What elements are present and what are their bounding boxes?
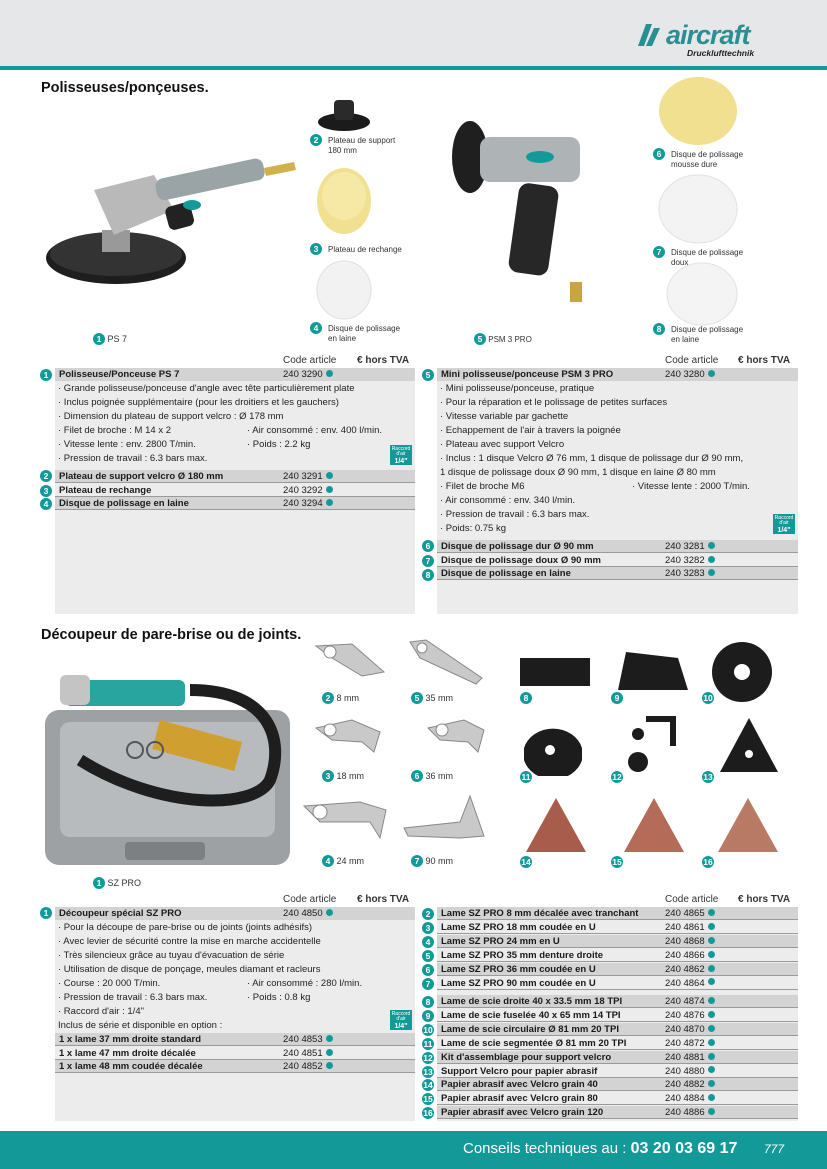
product-code — [665, 554, 715, 567]
arrow-icon[interactable] — [708, 370, 715, 377]
bullet: · Course : 20 000 T/min. — [58, 978, 161, 989]
replacement-plate-image — [316, 166, 372, 236]
row-number: 4 — [422, 936, 434, 948]
air-fitting-badge — [390, 1010, 412, 1030]
row-number: 4 — [40, 498, 52, 510]
bullet: · Vitesse variable par gachette — [440, 411, 569, 422]
product-code — [283, 1033, 333, 1046]
bullet: · Air consommé : env. 340 l/min. — [440, 495, 575, 506]
code-value: 240 4868 — [665, 935, 705, 947]
caption-number: 5 — [474, 333, 486, 345]
caption-text: 35 mm — [425, 693, 454, 703]
product-code — [665, 1092, 715, 1105]
arrow-icon[interactable] — [708, 1108, 715, 1115]
product-code — [665, 963, 715, 976]
caption-number: 10 — [703, 693, 713, 703]
brand-tagline: Drucklufttechnik — [687, 48, 755, 58]
bullet: · Grande polisseuse/ponceuse d'angle avec tête particulièrement plate — [58, 383, 355, 394]
caption-blade-35 — [411, 692, 453, 704]
page-footer — [0, 1131, 827, 1169]
product-code — [665, 1023, 715, 1036]
bullet: · Dimension du plateau de support velcro : Ø 178 mm — [58, 411, 284, 422]
badge-small: Raccord d'air — [391, 1011, 411, 1022]
product-code — [283, 1047, 333, 1060]
caption-number: 9 — [611, 692, 623, 704]
table-row — [437, 921, 798, 934]
saw-blade-tapered-image — [618, 650, 690, 694]
caption-text: SZ PRO — [107, 878, 142, 888]
code-value: 240 3281 — [665, 541, 705, 552]
caption-text: PSM 3 PRO — [488, 335, 532, 344]
caption-blade-18 — [322, 770, 364, 782]
code-value: 240 4865 — [665, 908, 705, 919]
code-value: 240 4881 — [665, 1051, 705, 1063]
caption-number: 15 — [612, 857, 622, 867]
caption-text: PS 7 — [107, 334, 128, 344]
table-row — [55, 1047, 415, 1060]
row-number: 14 — [423, 1080, 433, 1091]
row-number: 8 — [422, 996, 434, 1008]
product-code — [665, 1037, 715, 1050]
code-value: 240 3283 — [665, 568, 705, 579]
table-row — [437, 1051, 798, 1064]
product-title: 1 x lame 48 mm coudée décalée — [59, 1061, 203, 1072]
badge-big: 1/4" — [394, 458, 408, 465]
caption-text: Disque de polissage mousse dure — [671, 150, 744, 169]
product-code — [665, 567, 715, 580]
row-number: 6 — [422, 964, 434, 976]
bullet: · Air consommé : 280 l/min. — [247, 978, 363, 989]
product-title: Disque de polissage en laine — [59, 498, 189, 509]
arrow-icon[interactable] — [708, 951, 715, 958]
product-title: Plateau de support velcro Ø 180 mm — [59, 471, 224, 482]
code-value: 240 4852 — [283, 1061, 323, 1072]
table-row — [55, 470, 415, 483]
code-header: Code article — [665, 894, 719, 905]
product-code — [665, 921, 715, 934]
arrow-icon[interactable] — [326, 370, 333, 377]
product-title: Lame SZ PRO 18 mm coudée en U — [441, 921, 596, 933]
product-code — [283, 1060, 333, 1073]
caption-text: Plateau de rechange — [328, 245, 402, 254]
product-title: Lame de scie droite 40 x 33.5 mm 18 TPI — [441, 996, 623, 1007]
arrow-icon[interactable] — [708, 569, 715, 576]
abrasive-paper-120-image — [716, 796, 780, 854]
product-title: Lame SZ PRO 90 mm coudée en U — [441, 977, 596, 989]
bullet: · Echappement de l'air à travers la poignée — [440, 425, 621, 436]
code-value: 240 4876 — [665, 1009, 705, 1021]
arrow-icon[interactable] — [326, 499, 333, 506]
table-row — [55, 368, 415, 381]
arrow-icon[interactable] — [708, 909, 715, 916]
caption-text: 36 mm — [425, 771, 454, 781]
bullet: · Pression de travail : 6.3 bars max. — [440, 509, 590, 520]
blade-24mm-image — [300, 792, 390, 842]
caption-text: 18 mm — [336, 771, 365, 781]
table-row — [437, 995, 798, 1008]
caption-number: 12 — [612, 772, 622, 782]
table-row — [55, 1060, 415, 1073]
psm3pro-polisher-image — [440, 112, 610, 317]
row-number: 6 — [422, 540, 434, 552]
caption-number: 3 — [322, 770, 334, 782]
code-value: 240 4861 — [665, 921, 705, 933]
arrow-icon[interactable] — [708, 997, 715, 1004]
product-code — [283, 907, 333, 920]
ps7-polisher-image — [44, 150, 302, 290]
table-row — [437, 1037, 798, 1050]
sz-pro-case-image — [40, 660, 298, 870]
product-title: Lame SZ PRO 36 mm coudée en U — [441, 963, 596, 975]
logo-mark-icon — [636, 22, 662, 48]
product-title: Mini polisseuse/ponceuse PSM 3 PRO — [441, 369, 614, 380]
blade-8mm-image — [312, 636, 388, 682]
brand-logo — [636, 16, 806, 62]
caption-blade-36 — [411, 770, 453, 782]
hard-foam-disc-image — [658, 76, 738, 146]
product-title: Kit d'assemblage pour support velcro — [441, 1051, 612, 1063]
row-number: 15 — [423, 1094, 433, 1105]
price-header: € hors TVA — [357, 355, 410, 366]
code-header: Code article — [665, 355, 719, 366]
arrow-icon[interactable] — [326, 1049, 333, 1056]
product-title: Disque de polissage en laine — [441, 568, 571, 579]
product-title: Lame SZ PRO 8 mm décalée avec tranchant — [441, 908, 639, 919]
product-title: Plateau de rechange — [59, 485, 152, 496]
caption-number: 5 — [411, 692, 423, 704]
abrasive-paper-80-image — [622, 796, 686, 854]
table-row — [437, 963, 798, 976]
caption-text: 90 mm — [425, 856, 454, 866]
code-value: 240 4851 — [283, 1048, 323, 1059]
product-code — [665, 907, 715, 920]
code-value: 240 4874 — [665, 996, 705, 1007]
row-number: 1 — [40, 907, 52, 919]
product-title: Découpeur spécial SZ PRO — [59, 908, 182, 919]
bullet: · Filet de broche : M 14 x 2 — [58, 425, 171, 436]
caption-text: Disque de polissage doux — [671, 248, 744, 267]
caption-blade-24 — [322, 855, 364, 867]
product-code — [665, 540, 715, 553]
arrow-icon[interactable] — [708, 1094, 715, 1101]
row-number: 8 — [422, 569, 434, 581]
air-fitting-badge — [773, 514, 795, 534]
price-header: € hors TVA — [738, 355, 791, 366]
footer-label: Conseils techniques au : — [463, 1140, 627, 1157]
arrow-icon[interactable] — [708, 1066, 715, 1073]
product-title: Lame de scie fuselée 40 x 65 mm 14 TPI — [441, 1009, 621, 1021]
circular-saw-blade-image — [710, 640, 774, 704]
arrow-icon[interactable] — [708, 923, 715, 930]
table-row — [55, 907, 415, 920]
row-number: 10 — [423, 1024, 433, 1035]
caption-psm3pro — [474, 333, 532, 345]
abrasive-paper-40-image — [524, 796, 588, 854]
blade-35mm-image — [406, 636, 486, 686]
section-title-cutter: Découpeur de pare-brise ou de joints. — [41, 627, 302, 643]
soft-disc-image — [658, 174, 738, 244]
bullet: Inclus de série et disponible en option : — [58, 1020, 223, 1031]
table-row — [437, 540, 798, 553]
product-title: 1 x lame 47 mm droite décalée — [59, 1048, 196, 1059]
bullet: 1 disque de polissage doux Ø 90 mm, 1 disque en laine Ø 80 mm — [440, 467, 716, 478]
code-value: 240 3282 — [665, 555, 705, 566]
bullet: · Vitesse lente : 2000 T/min. — [632, 481, 750, 492]
product-title: Disque de polissage dur Ø 90 mm — [441, 541, 594, 552]
bullet: · Très silencieux grâce au tuyau d'évacuation de série — [58, 950, 285, 961]
product-code — [283, 368, 333, 381]
product-code — [665, 1051, 715, 1064]
blade-90mm-image — [400, 792, 488, 842]
section-title-polishers: Polisseuses/ponçeuses. — [41, 80, 209, 96]
price-header: € hors TVA — [357, 894, 410, 905]
row-number: 5 — [422, 950, 434, 962]
page-number: 777 — [764, 1142, 785, 1156]
arrow-icon[interactable] — [708, 937, 715, 944]
bullet: · Pour la réparation et le polissage de petites surfaces — [440, 397, 668, 408]
product-title: Disque de polissage doux Ø 90 mm — [441, 555, 601, 566]
product-code — [665, 368, 715, 381]
caption-number: 13 — [703, 772, 713, 782]
bullet: · Plateau avec support Velcro — [440, 439, 565, 450]
blade-36mm-image — [424, 712, 490, 758]
caption-text: 8 mm — [336, 693, 360, 703]
caption-text: 24 mm — [336, 856, 365, 866]
arrow-icon[interactable] — [326, 472, 333, 479]
caption-number: 11 — [521, 772, 531, 782]
product-code — [665, 935, 715, 948]
caption-number: 8 — [520, 692, 532, 704]
row-number: 1 — [40, 369, 52, 381]
row-number: 7 — [422, 555, 434, 567]
product-code — [283, 484, 333, 497]
caption-number: 16 — [703, 857, 713, 867]
code-value: 240 4850 — [283, 908, 323, 919]
caption-blade-8 — [322, 692, 359, 704]
caption-number: 6 — [411, 770, 423, 782]
bullet: · Pour la découpe de pare-brise ou de joints (joints adhésifs) — [58, 922, 313, 933]
table-row — [437, 554, 798, 567]
header-accent-line — [0, 66, 827, 70]
bullet: · Vitesse lente : env. 2800 T/min. — [58, 439, 196, 450]
product-title: 1 x lame 37 mm droite standard — [59, 1034, 202, 1045]
bullet: · Avec levier de sécurité contre la mise en marche accidentelle — [58, 936, 321, 947]
table-row — [437, 977, 798, 990]
product-title: Papier abrasif avec Velcro grain 40 — [441, 1079, 598, 1091]
table-row — [437, 1092, 798, 1105]
arrow-icon[interactable] — [326, 486, 333, 493]
row-number: 16 — [423, 1108, 433, 1119]
code-value: 240 4862 — [665, 963, 705, 975]
caption-number: 4 — [310, 322, 322, 334]
arrow-icon[interactable] — [326, 1035, 333, 1042]
arrow-icon[interactable] — [708, 965, 715, 972]
caption-ps7 — [93, 333, 127, 345]
code-header: Code article — [283, 355, 337, 366]
footer-phone[interactable]: 03 20 03 69 17 — [630, 1140, 738, 1157]
caption-number: 1 — [93, 877, 105, 889]
caption-number: 7 — [411, 855, 423, 867]
table-row — [437, 935, 798, 948]
product-title: Lame de scie circulaire Ø 81 mm 20 TPI — [441, 1023, 619, 1035]
bullet: · Pression de travail : 6.3 bars max. — [58, 992, 208, 1003]
code-value: 240 4884 — [665, 1093, 705, 1105]
row-number: 3 — [422, 922, 434, 934]
product-title: Support Velcro pour papier abrasif — [441, 1065, 598, 1077]
code-value: 240 4864 — [665, 977, 705, 989]
table-row — [437, 1078, 798, 1091]
segment-saw-blade-image — [520, 720, 586, 776]
bullet: · Pression de travail : 6.3 bars max. — [58, 453, 208, 464]
badge-big: 1/4" — [394, 1023, 408, 1030]
row-number: 5 — [422, 369, 434, 381]
code-value: 240 3292 — [283, 485, 323, 496]
support-plate-image — [316, 96, 372, 132]
row-number: 3 — [40, 485, 52, 497]
product-code — [665, 1106, 715, 1119]
table-row — [55, 1033, 415, 1046]
product-title: Lame SZ PRO 35 mm denture droite — [441, 949, 604, 961]
product-title: Papier abrasif avec Velcro grain 120 — [441, 1107, 604, 1119]
badge-small: Raccord d'air — [391, 446, 411, 457]
blade-18mm-image — [312, 712, 388, 758]
table-row — [437, 1023, 798, 1036]
table-row — [55, 484, 415, 497]
caption-text: Plateau de support 180 mm — [328, 136, 396, 155]
product-code — [665, 949, 715, 962]
caption-number: 2 — [322, 692, 334, 704]
arrow-icon[interactable] — [708, 1011, 715, 1018]
code-value: 240 4872 — [665, 1037, 705, 1049]
arrow-icon[interactable] — [708, 978, 715, 985]
bullet: · Inclus : 1 disque Velcro Ø 76 mm, 1 disque de polissage dur Ø 90 mm, — [440, 453, 744, 464]
row-number: 7 — [422, 978, 434, 990]
caption-blade-90 — [411, 855, 453, 867]
price-header: € hors TVA — [738, 894, 791, 905]
table-row — [437, 1009, 798, 1022]
bullet: · Poids: 0.75 kg — [440, 523, 507, 534]
table-row — [437, 1106, 798, 1119]
table-row — [437, 907, 798, 920]
table-row — [437, 567, 798, 580]
badge-big: 1/4" — [777, 527, 791, 534]
code-value: 240 4886 — [665, 1107, 705, 1119]
caption-number: 2 — [310, 134, 322, 146]
arrow-icon[interactable] — [708, 1080, 715, 1087]
caption-text: Disque de polissage en laine — [328, 324, 401, 343]
product-code — [665, 977, 715, 990]
arrow-icon[interactable] — [708, 1053, 715, 1060]
row-number: 12 — [423, 1052, 433, 1063]
code-value: 240 3290 — [283, 369, 323, 380]
product-title: Lame SZ PRO 24 mm en U — [441, 935, 560, 947]
caption-number: 8 — [653, 323, 665, 335]
row-number: 2 — [422, 908, 434, 920]
caption-number: 7 — [653, 246, 665, 258]
arrow-icon[interactable] — [708, 556, 715, 563]
bullet: · Inclus poignée supplémentaire (pour les droitiers et les gauchers) — [58, 397, 339, 408]
bullet: · Utilisation de disque de ponçage, meules diamant et racleurs — [58, 964, 321, 975]
code-value: 240 4880 — [665, 1065, 705, 1077]
bullet: · Mini polisseuse/ponceuse, pratique — [440, 383, 595, 394]
product-code — [665, 1078, 715, 1091]
code-header: Code article — [283, 894, 337, 905]
product-code — [283, 497, 333, 510]
code-value: 240 4853 — [283, 1034, 323, 1045]
air-fitting-badge — [390, 445, 412, 465]
table-row — [437, 368, 798, 381]
caption-number: 4 — [322, 855, 334, 867]
arrow-icon[interactable] — [326, 1062, 333, 1069]
caption-number: 3 — [310, 243, 322, 255]
caption-number: 1 — [93, 333, 105, 345]
code-value: 240 3294 — [283, 498, 323, 509]
table-row — [437, 949, 798, 962]
table-row — [437, 1065, 798, 1078]
caption-text: Disque de polissage en laine — [671, 325, 744, 344]
bullet: · Filet de broche M6 — [440, 481, 525, 492]
wool-disc-image-1 — [316, 260, 372, 320]
badge-small: Raccord d'air — [774, 515, 794, 526]
product-title: Polisseuse/Ponceuse PS 7 — [59, 369, 180, 380]
caption-number: 6 — [653, 148, 665, 160]
row-number: 11 — [423, 1038, 433, 1049]
code-value: 240 3280 — [665, 369, 705, 380]
row-number: 2 — [40, 470, 52, 482]
arrow-icon[interactable] — [708, 1039, 715, 1046]
velcro-assembly-kit-image — [620, 712, 682, 774]
bullet: · Raccord d'air : 1/4" — [58, 1006, 144, 1017]
footer-contact — [463, 1140, 737, 1158]
product-title: Papier abrasif avec Velcro grain 80 — [441, 1093, 598, 1105]
row-number: 9 — [422, 1010, 434, 1022]
table-row — [55, 497, 415, 510]
product-code — [283, 470, 333, 483]
code-value: 240 4882 — [665, 1079, 705, 1091]
product-code — [665, 1009, 715, 1022]
saw-blade-straight-image — [520, 652, 592, 692]
product-code — [665, 995, 715, 1008]
arrow-icon[interactable] — [326, 909, 333, 916]
code-value: 240 4866 — [665, 949, 705, 961]
bullet: · Air consommé : env. 400 l/min. — [247, 425, 382, 436]
bullet: · Poids : 2.2 kg — [247, 439, 311, 450]
wool-disc-image-2 — [666, 262, 738, 326]
row-number: 13 — [423, 1066, 433, 1077]
caption-number: 14 — [521, 857, 531, 867]
caption-szpro — [93, 877, 141, 889]
arrow-icon[interactable] — [708, 1025, 715, 1032]
arrow-icon[interactable] — [708, 542, 715, 549]
product-title: Lame de scie segmentée Ø 81 mm 20 TPI — [441, 1037, 627, 1049]
brand-name: aircraft — [666, 20, 750, 50]
code-value: 240 3291 — [283, 471, 323, 482]
code-value: 240 4870 — [665, 1023, 705, 1035]
bullet: · Poids : 0.8 kg — [247, 992, 311, 1003]
product-code — [665, 1065, 715, 1078]
velcro-support-image — [718, 716, 780, 774]
